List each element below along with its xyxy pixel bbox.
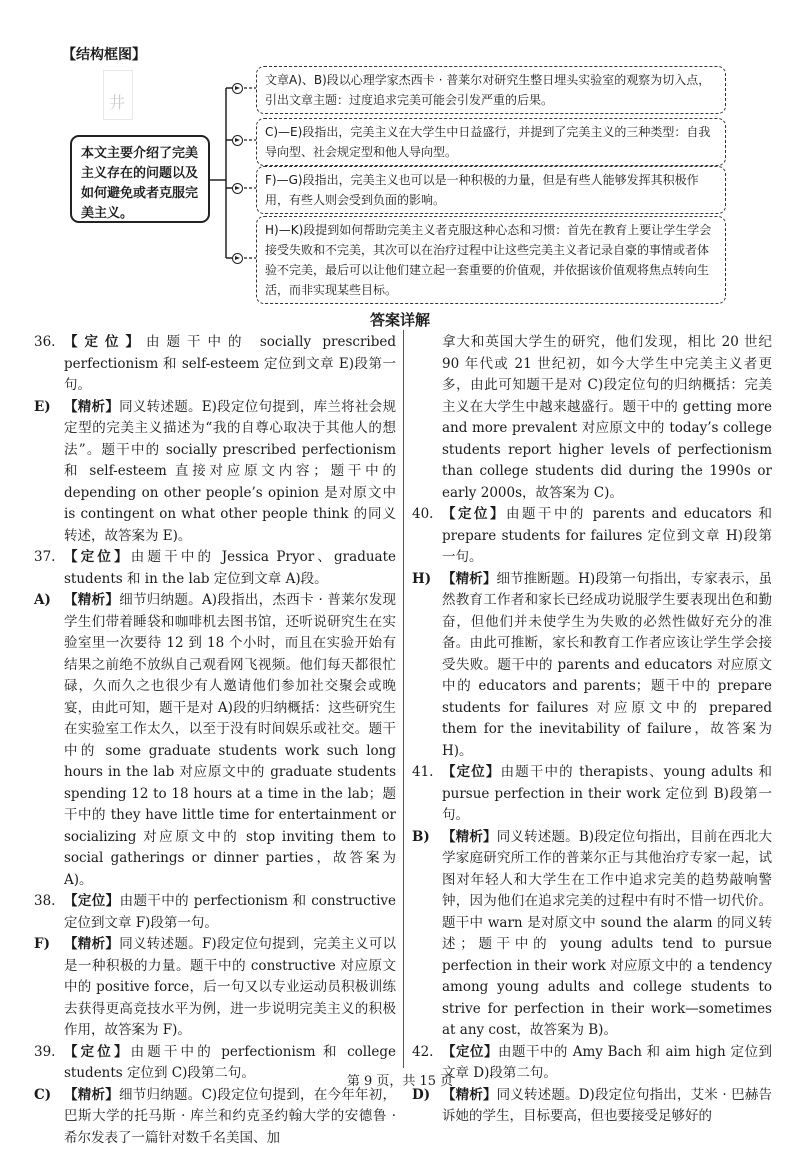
paragraph-text: 同义转述题。B)段定位句指出，目前在西北大学家庭研究所工作的普莱尔正与其他治疗专家一起，试图对年轻人和大学生在工作中追求完美的趋势敲响警钟，因为他们在追求完美的过程中有时不惜一切代价。题干中 warn 是对原文中 sound the alarm 的同义转述；题干中的 young adults tend to pursue perfection in their work 对应原文中的 a tendency among young adults and college students to strive for perfection in their work—sometimes at any cost，故答案为 B)。: [442, 829, 772, 1039]
answer-letter: E): [34, 397, 51, 419]
answer-letter: C): [34, 1085, 51, 1107]
branch-box-1: 文章A)、B)段以心理学家杰西卡 · 普莱尔对研究生整日埋头实验室的观察为切入点，引出文章主题：过度追求完美可能会引发严重的后果。: [256, 66, 726, 114]
answer-paragraph: [34, 590, 396, 891]
paragraph-tag: 【精析】: [64, 592, 119, 608]
paragraph-text: 细节归纳题。C)段定位句提到，在今年年初，巴斯大学的托马斯 · 库兰和约克圣约翰大学的安德鲁 · 希尔发表了一篇针对数千名美国、加: [64, 1087, 396, 1146]
paragraph-tag: 【定位】: [442, 764, 501, 780]
arrow-circle-icon: [232, 135, 243, 146]
answer-paragraph: [34, 891, 396, 934]
paragraph-tag: 【精析】: [64, 936, 119, 952]
answer-letter: F): [34, 934, 50, 956]
paragraph-text: 由题干中的 perfectionism 和 college students 定位到 C)段第二句。: [64, 1044, 396, 1082]
paragraph-tag: 【定位】: [64, 334, 146, 350]
answer-letter: A): [34, 590, 51, 612]
paragraph-marker: 40.: [412, 504, 433, 526]
paragraph-text: 细节归纳题。A)段指出，杰西卡 · 普莱尔发现学生们带着睡袋和咖啡机去图书馆，还听说研究生在实验室里一次要待 12 到 18 个小时，而且在实验开始有结果之前绝不放纵自己观看网飞视频。他们每天都很忙碌，久而久之也很少有人邀请他们参加社交聚会或晚宴，由此可知，题干是对 A)段的归纳概括：这些研究生在实验室工作太久，以至于没有时间娱乐或社交。题干中的 some graduate students work such long hours in the lab 对应原文中的 graduate students spending 12 to 18 hours at a time in the lab；题干中的 they have little time for entertainment or socializing 对应原文中的 stop inviting them to social gatherings or dinner parties，故答案为 A)。: [64, 592, 396, 888]
answer-letter: B): [412, 827, 430, 849]
arrow-circle-icon: [232, 183, 243, 194]
paragraph-text: 同义转述题。F)段定位句提到，完美主义可以是一种积极的力量。题干中的 constructive 对应原文中的 positive force，后一句又以专业运动员积极训练去获得更高竞技水平为例，进一步说明完美主义的积极作用，故答案为 F)。: [64, 936, 396, 1038]
paragraph-tag: 【定位】: [64, 893, 120, 909]
answer-paragraph: [34, 1085, 396, 1149]
answer-paragraph: [412, 1085, 772, 1128]
answer-paragraph: [34, 547, 396, 590]
answer-paragraph: [34, 397, 396, 548]
answer-letter: D): [412, 1085, 430, 1107]
paragraph-text: 拿大和英国大学生的研究，他们发现，相比 20 世纪 90 年代或 21 世纪初，如今大学生中完美主义者更多，由此可知题干是对 C)段定位句的归纳概括：完美主义在大学生中越来越盛行。题干中的 getting more and more prevalent 对应原文中的 today’s college students report higher levels of perfectionism than college students did during the 1990s or early 2000s，故答案为 C)。: [442, 334, 772, 501]
paragraph-tag: 【定位】: [442, 506, 506, 522]
paragraph-tag: 【精析】: [442, 571, 496, 587]
structure-section-title: 【结构框图】: [62, 44, 146, 64]
paragraph-tag: 【定位】: [442, 1044, 498, 1060]
paragraph-marker: 36.: [34, 332, 55, 354]
arrow-circle-icon: [232, 253, 243, 264]
paragraph-marker: 39.: [34, 1042, 55, 1064]
answer-paragraph: [412, 504, 772, 569]
paragraph-text: 由题干中的 therapists、young adults 和 pursue perfection in their work 定位到 B)段第一句。: [442, 764, 772, 823]
watermark-glyph: 井: [109, 90, 125, 113]
paragraph-text: 由题干中的 Jessica Pryor、graduate students 和 in the lab 定位到文章 A)段。: [64, 549, 396, 587]
paragraph-text: 细节推断题。H)段第一句指出，专家表示，虽然教育工作者和家长已经成功说服学生要表现出色和勤奋，但他们并未使学生为失败的必然性做好充分的准备。由此可推断，家长和教育工作者应该让学生学会接受失败。题干中的 parents and educators 对应原文中的 educators and parents；题干中的 prepare students for failures 对应原文中的 prepared them for the inevitability of failure，故答案为 H)。: [442, 571, 772, 759]
paragraph-tag: 【定位】: [64, 1044, 131, 1060]
paragraph-text: 由题干中的 parents and educators 和 prepare students for failures 定位到文章 H)段第一句。: [442, 506, 772, 565]
paragraph-text: 同义转述题。E)段定位句提到，库兰将社会规定型的完美主义描述为“我的自尊心取决于其他人的想法”。题干中的 socially prescribed perfectionism 和 self-esteem 直接对应原文内容；题干中的 depending on other people’s opinion 是对原文中 is contingent on what other people think 的同义转述，故答案为 E)。: [64, 399, 396, 544]
page-footer: 第 9 页，共 15 页: [0, 1070, 800, 1089]
paragraph-text: 同义转述题。D)段定位句指出，艾米 · 巴赫告诉她的学生，目标要高，但也要接受足够好的: [442, 1087, 772, 1125]
answer-paragraph: [34, 934, 396, 1042]
paragraph-tag: 【精析】: [442, 829, 497, 845]
answer-paragraph: [412, 762, 772, 827]
paragraph-tag: 【精析】: [442, 1087, 497, 1103]
left-column: [34, 332, 396, 1149]
answer-paragraph: [34, 332, 396, 397]
paragraph-marker: 38.: [34, 891, 55, 913]
answer-paragraph: [412, 827, 772, 1042]
paragraph-tag: 【定位】: [64, 549, 131, 565]
branch-box-3: F)—G)段指出，完美主义也可以是一种积极的力量，但是有些人能够发挥其积极作用，有些人则会受到负面的影响。: [256, 166, 726, 214]
answer-paragraph: [412, 569, 772, 763]
paragraph-tag: 【精析】: [64, 1087, 119, 1103]
paragraph-text: 由题干中的 perfectionism 和 constructive 定位到文章 F)段第一句。: [64, 893, 396, 931]
answer-paragraph: [412, 332, 772, 504]
answers-heading: 答案详解: [0, 309, 800, 330]
column-divider: [403, 330, 404, 1068]
right-column: [412, 332, 772, 1128]
paragraph-marker: 37.: [34, 547, 55, 569]
arrow-circle-icon: [232, 83, 243, 94]
summary-box: 本文主要介绍了完美主义存在的问题以及如何避免或者克服完美主义。: [70, 135, 210, 223]
paragraph-text: 由题干中的 Amy Bach 和 aim high 定位到文章 D)段第二句。: [442, 1044, 772, 1082]
answer-letter: H): [412, 569, 431, 591]
paragraph-text: 由题干中的 socially prescribed perfectionism 和 self-esteem 定位到文章 E)段第一句。: [64, 334, 396, 393]
paragraph-tag: 【精析】: [64, 399, 119, 415]
branch-box-4: H)—K)段提到如何帮助完美主义者克服这种心态和习惯：首先在教育上要让学生学会接受失败和不完美，其次可以在治疗过程中让这些完美主义者记录自豪的事情或者体验不完美，最后可以让他们建立起一套重要的价值观，并依据该价值观将焦点转向生活，而非实现某些目标。: [256, 216, 726, 304]
paragraph-marker: 42.: [412, 1042, 433, 1064]
paragraph-marker: 41.: [412, 762, 433, 784]
branch-box-2: C)—E)段指出，完美主义在大学生中日益盛行，并提到了完美主义的三种类型：自我导向型、社会规定型和他人导向型。: [256, 118, 726, 166]
